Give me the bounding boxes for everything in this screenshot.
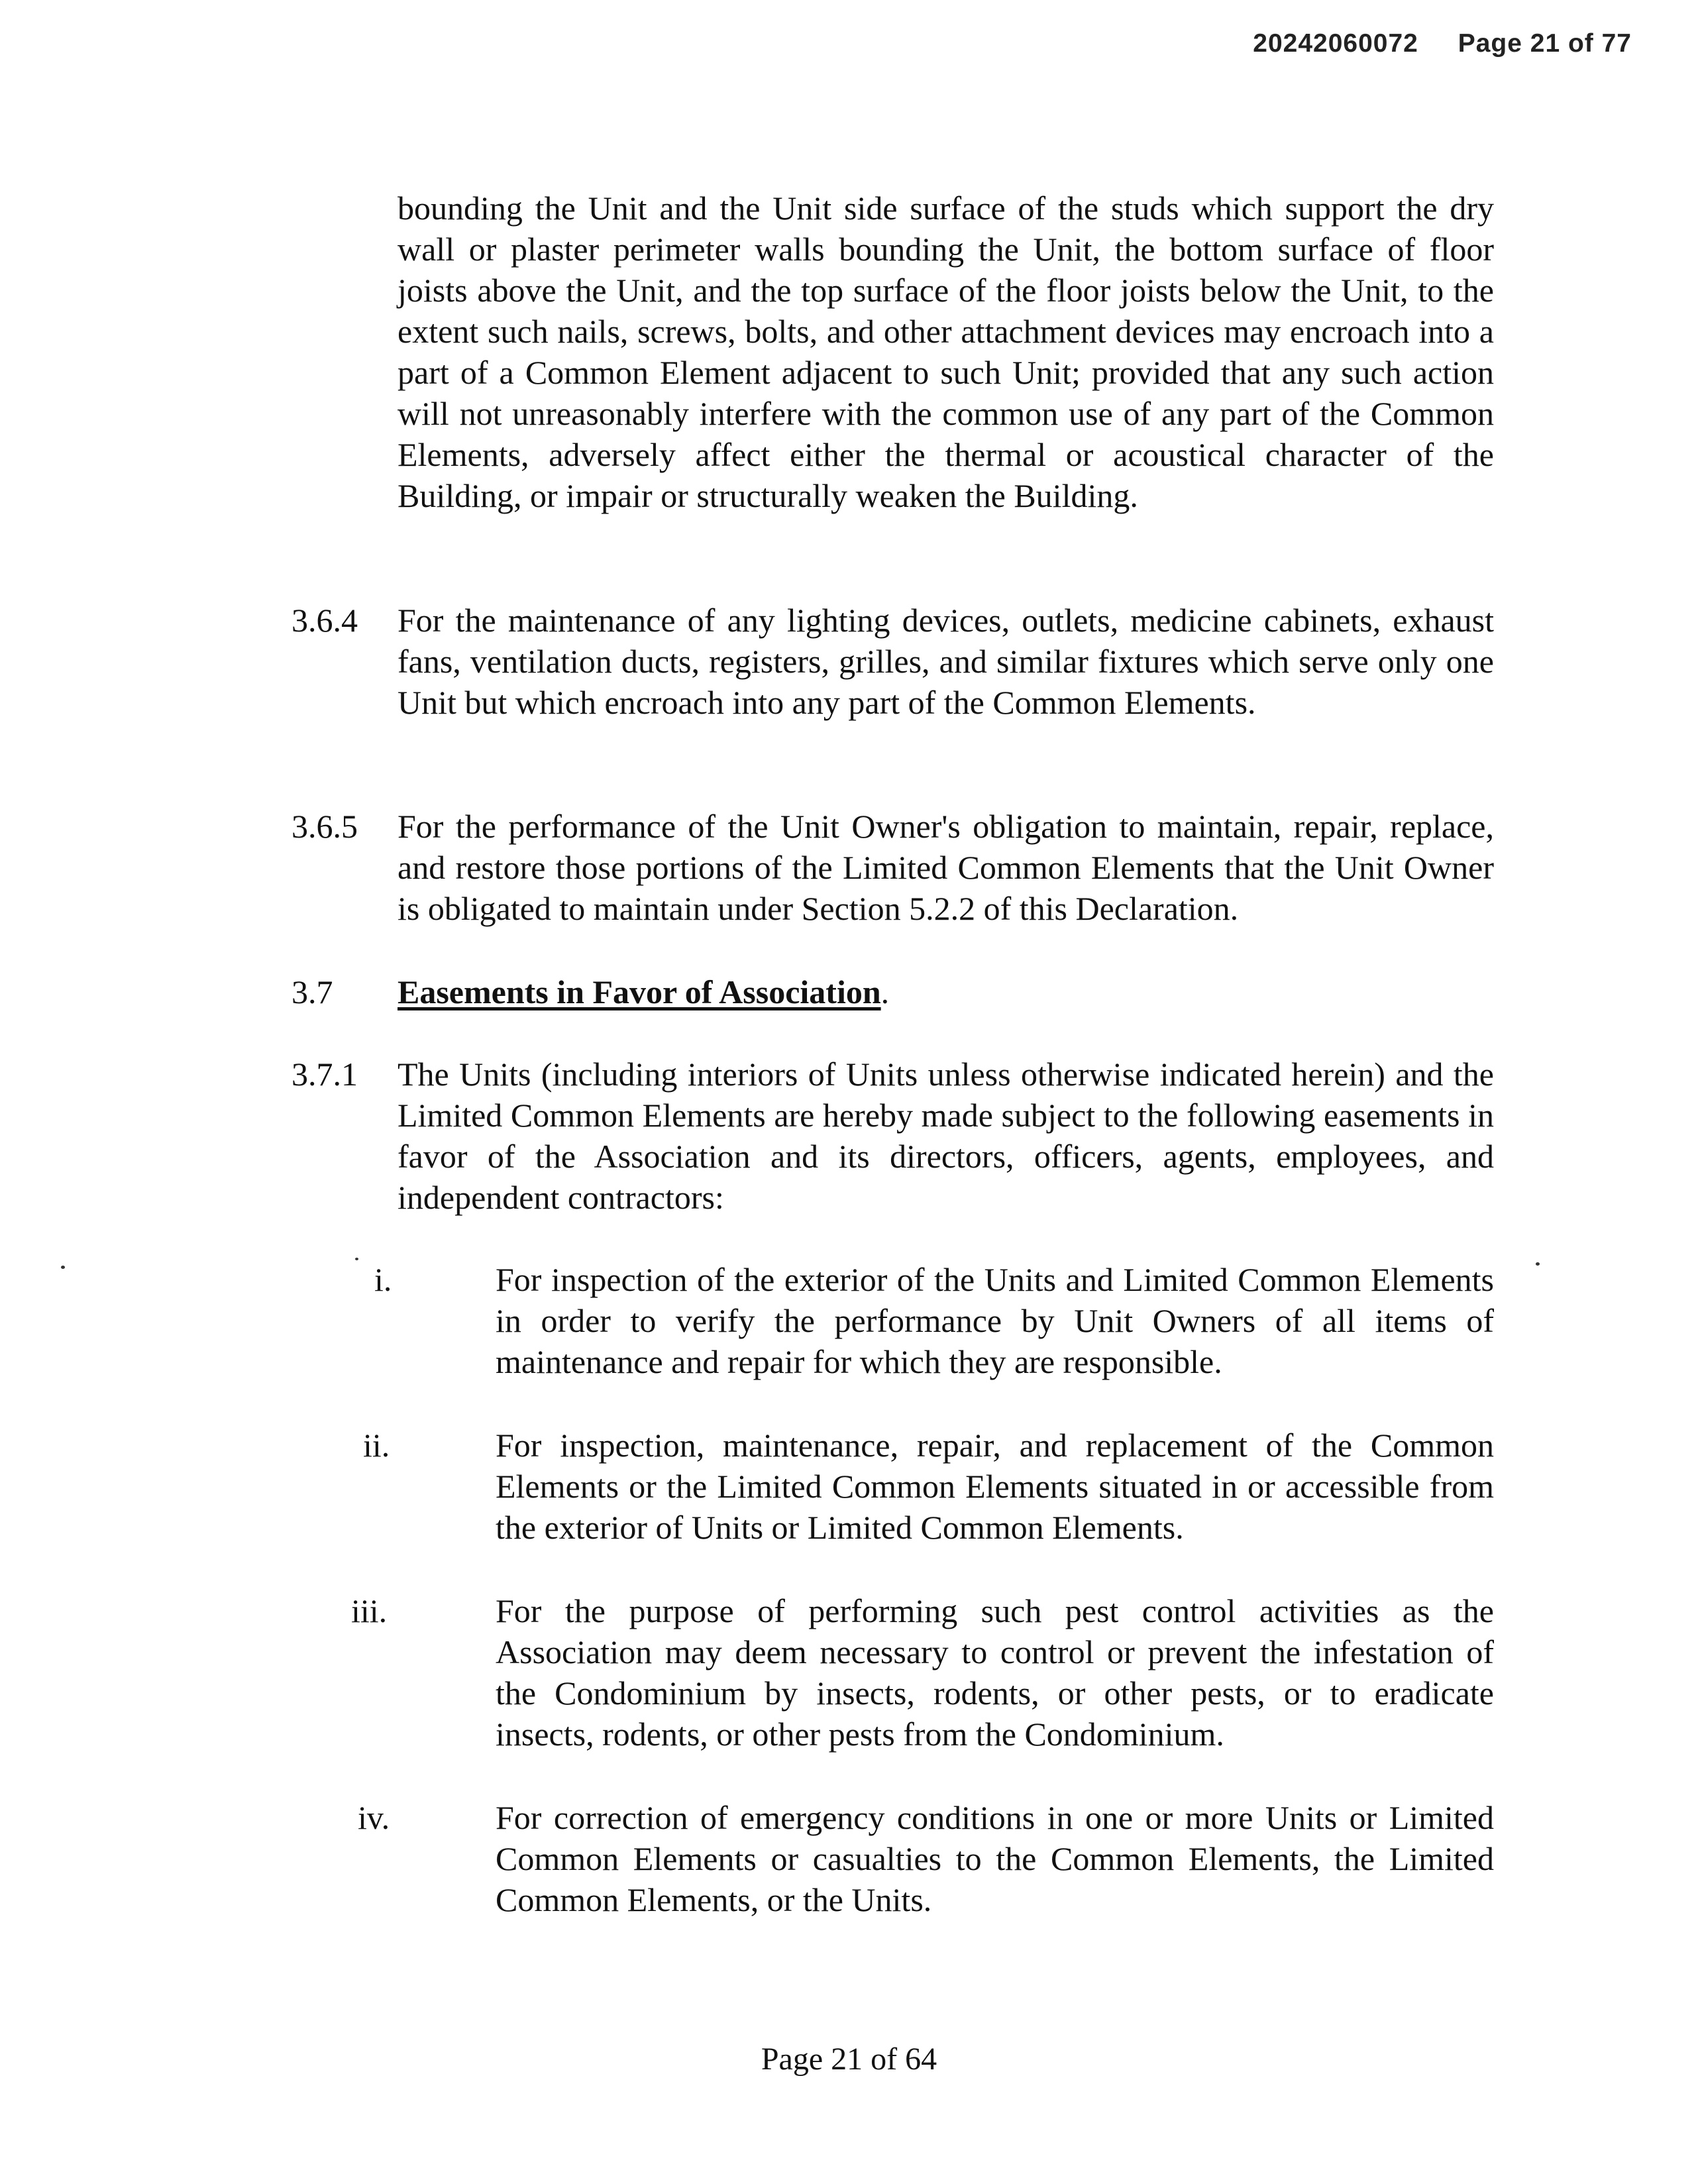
section-number-3-6-5: 3.6.5 — [292, 808, 358, 845]
section-text-3-6-4: For the maintenance of any lighting devices, outlets, medicine cabinets, exhaust fans, ventilation ducts, registers, grilles, and similar fixtures which serve only one Unit but which encroach into any part of the Common Elements. — [398, 602, 1494, 721]
scan-speck — [355, 1258, 358, 1260]
section-heading-3-7 — [398, 971, 1494, 1012]
recording-stamp — [1253, 29, 1632, 58]
list-marker-iii: iii. — [351, 1592, 388, 1629]
scan-speck — [1536, 1262, 1540, 1266]
document-number: 20242060072 — [1253, 29, 1418, 58]
section-number-3-7-1: 3.7.1 — [292, 1056, 358, 1093]
section-number-3-7: 3.7 — [292, 973, 333, 1010]
list-item-iii: For the purpose of performing such pest control activities as the Association may deem necessary to control or prevent the infestation of the Condominium by insects, rodents, or other pests, or to eradicate insects, rodents, or other pests from the Condominium. — [496, 1592, 1494, 1753]
list-item-i: For inspection of the exterior of the Units and Limited Common Elements in order to verify the performance by Unit Owners of all items of maintenance and repair for which they are responsible. — [496, 1261, 1494, 1380]
section-text-3-6-5: For the performance of the Unit Owner's obligation to maintain, repair, replace, and restore those portions of the Limited Common Elements that the Unit Owner is obligated to maintain under Section 5.2.2 of this Declaration. — [398, 808, 1494, 927]
list-item-ii: For inspection, maintenance, repair, and replacement of the Common Elements or the Limited Common Elements situated in or accessible from the exterior of Units or Limited Common Elements. — [496, 1427, 1494, 1546]
list-item-iv: For correction of emergency conditions in one or more Units or Limited Common Elements or casualties to the Common Elements, the Limited Common Elements, or the Units. — [496, 1799, 1494, 1918]
section-number-3-6-4: 3.6.4 — [292, 602, 358, 639]
continuation-paragraph: bounding the Unit and the Unit side surface of the studs which support the dry wall or plaster perimeter walls bounding the Unit, the bottom surface of floor joists above the Unit, and the top surface of the floor joists below the Unit, to the extent such nails, screws, bolts, and other attachment devices may encroach into a part of a Common Element adjacent to such Unit; provided that any such action will not unreasonably interfere with the common use of any part of the Common Elements, adversely affect either the thermal or acoustical character of the Building, or impair or structurally weaken the Building. — [398, 190, 1494, 514]
heading-easements-association: Easements in Favor of Association — [398, 973, 881, 1010]
scan-speck — [61, 1266, 65, 1269]
recording-page-number: Page 21 of 77 — [1458, 29, 1632, 58]
list-marker-iv: iv. — [358, 1799, 390, 1836]
section-text-3-7-1: The Units (including interiors of Units unless otherwise indicated herein) and the Limited Common Elements are hereby made subject to the following easements in favor of the Association and its directors, officers, agents, employees, and independent contractors: — [398, 1056, 1494, 1216]
page-footer: Page 21 of 64 — [761, 2042, 937, 2077]
list-marker-i: i. — [374, 1261, 392, 1298]
list-marker-ii: ii. — [363, 1427, 390, 1464]
heading-period: . — [880, 973, 890, 1010]
